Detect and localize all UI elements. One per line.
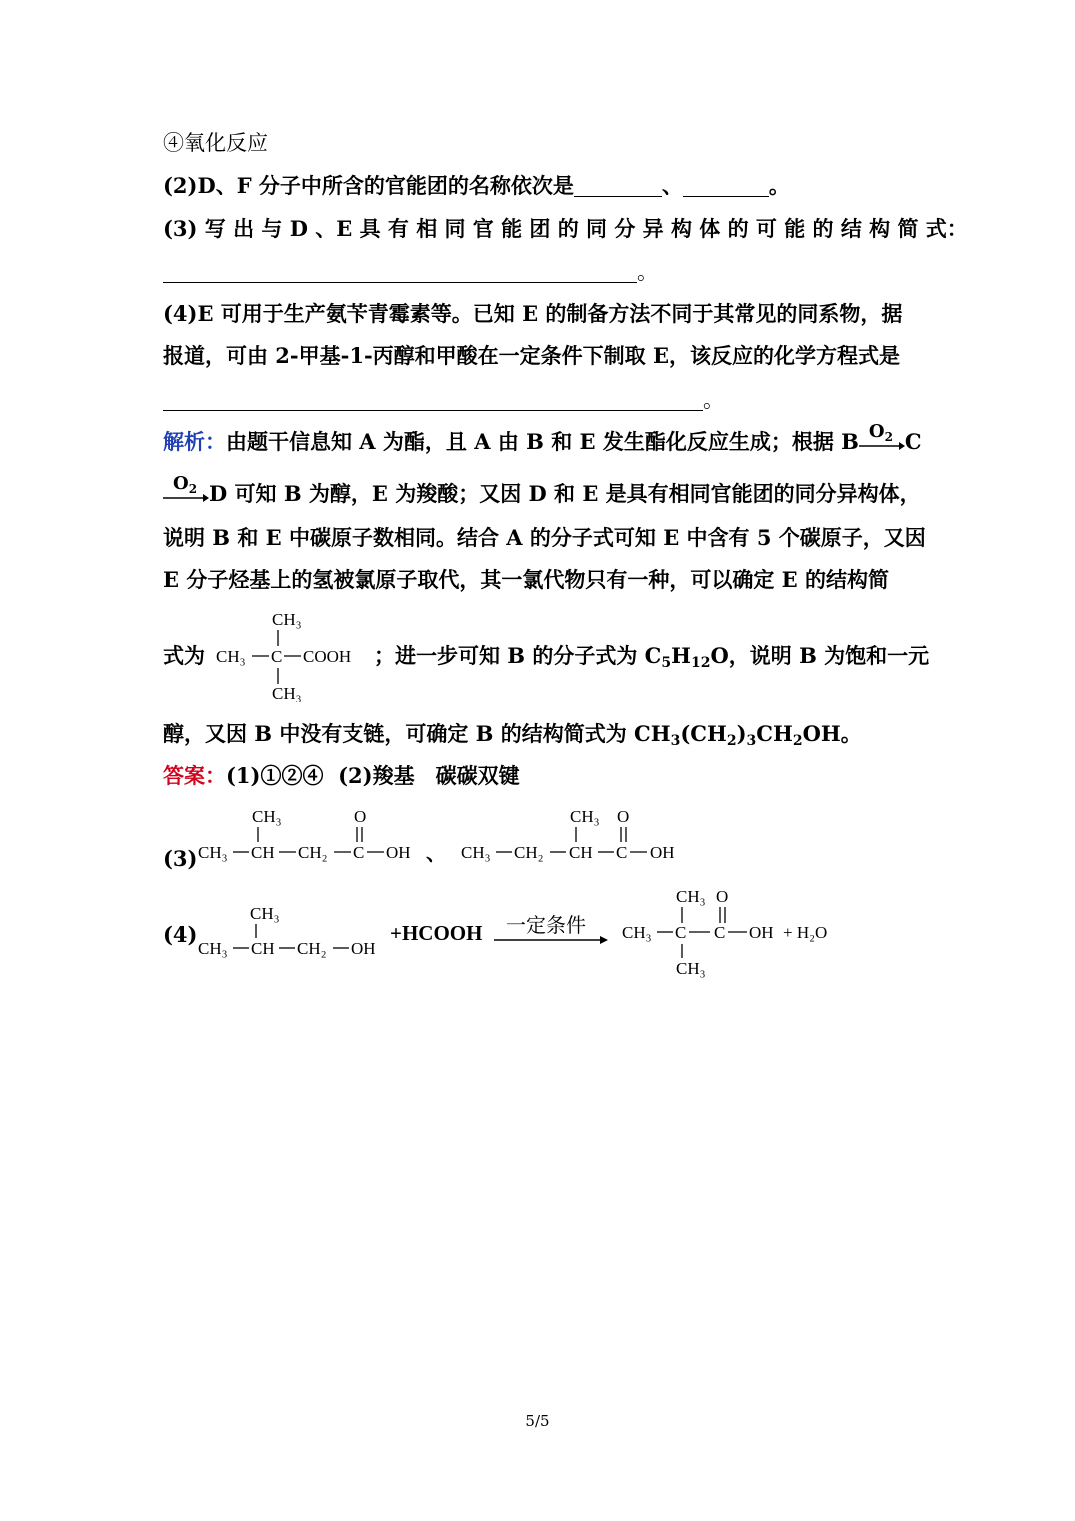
structure-e-analysis	[214, 606, 374, 702]
answer-blank-3[interactable]	[163, 262, 637, 283]
svg-text:CH: CH	[251, 939, 275, 958]
svg-text:CH₃: CH₃	[570, 807, 600, 826]
question-4-line2: 报道，可由 2-甲基-1-丙醇和甲酸在一定条件下制取 E，该反应的化学方程式是	[163, 343, 900, 368]
q1-tail: ④氧化反应	[163, 131, 268, 155]
answer-3-structures	[196, 802, 696, 868]
svg-text:CH: CH	[251, 843, 275, 862]
answer-blank-4[interactable]	[163, 390, 703, 411]
answer-line-1: 答案：(1)①②④ (2)羧基 碳碳双键	[163, 763, 520, 788]
svg-text:CH₃: CH₃	[272, 684, 302, 702]
analysis-line-1: 解析：由题干信息知 A 为酯，且 A 由 B 和 E 发生酯化反应生成；根据 B $O_2$ C	[163, 421, 922, 454]
svg-text:OH: OH	[650, 843, 675, 862]
answer-blank-1[interactable]	[574, 176, 662, 197]
svg-text:CH₂: CH₂	[298, 843, 328, 862]
question-3-answer-line: 。	[163, 258, 658, 286]
svg-text:CH₃: CH₃	[272, 610, 302, 629]
question-4-answer-line: 。	[163, 386, 724, 414]
svg-text:、: 、	[426, 843, 446, 865]
svg-text:O: O	[716, 887, 729, 906]
svg-text:COOH: COOH	[303, 647, 352, 666]
svg-text:CH₃: CH₃	[216, 647, 246, 666]
svg-text:CH₂: CH₂	[297, 939, 327, 958]
svg-text:+ H₂O: + H₂O	[783, 923, 828, 942]
svg-text:+HCOOH: +HCOOH	[390, 921, 483, 945]
svg-text:CH₂: CH₂	[514, 843, 544, 862]
svg-text:CH₃: CH₃	[461, 843, 491, 862]
answer-4-label: (4)	[163, 922, 198, 947]
svg-text:CH: CH	[569, 843, 593, 862]
svg-text:O: O	[354, 807, 367, 826]
svg-text:CH₃: CH₃	[622, 923, 652, 942]
svg-text:CH₃: CH₃	[676, 887, 706, 906]
question-3: (3) 写 出 与 D 、E 具 有 相 同 官 能 团 的 同 分 异 构 体 的 可 能 的 结 构 简 式：	[163, 216, 968, 241]
svg-text:C: C	[616, 843, 628, 862]
analysis-line-3: 说明 B 和 E 中碳原子数相同。结合 A 的分子式可知 E 中含有 5 个碳原子，又因	[163, 525, 926, 550]
analysis-line-2: $O_2$ D 可知 B 为醇，E 为羧酸；又因 D 和 E 是具有相同官能团的同分异构体，	[163, 480, 921, 508]
svg-text:CH₃: CH₃	[198, 843, 228, 862]
svg-text:CH₃: CH₃	[250, 904, 280, 923]
answer-label: 答案：	[163, 763, 226, 788]
svg-text:一定条件: 一定条件	[506, 915, 586, 937]
svg-text:OH: OH	[749, 923, 774, 942]
svg-text:OH: OH	[386, 843, 411, 862]
svg-text:C: C	[353, 843, 365, 862]
svg-text:OH: OH	[351, 939, 376, 958]
answer-4-equation	[196, 878, 856, 978]
answer-blank-2[interactable]	[683, 176, 769, 197]
answer-3-label: (3)	[163, 846, 198, 871]
page-number: 5/5	[525, 1412, 550, 1430]
question-2: (2)D、F 分子中所含的官能团的名称依次是 、 。	[163, 173, 790, 198]
reaction-arrow-o2-1: $O_2$	[859, 428, 905, 456]
svg-text:CH₃: CH₃	[676, 959, 706, 978]
question-4-line1: (4)E 可用于生产氨苄青霉素等。已知 E 的制备方法不同于其常见的同系物，据	[163, 301, 903, 326]
analysis-line-4: E 分子烃基上的氢被氯原子取代，其一氯代物只有一种，可以确定 E 的结构简	[163, 567, 889, 592]
svg-text:C: C	[675, 923, 687, 942]
svg-text:O: O	[617, 807, 630, 826]
analysis-line-5: 式为	[163, 643, 205, 668]
analysis-label: 解析：	[163, 429, 226, 454]
svg-text:CH₃: CH₃	[252, 807, 282, 826]
svg-text:C: C	[714, 923, 726, 942]
svg-text:C: C	[271, 647, 283, 666]
reaction-arrow-o2-2: $O_2$	[163, 480, 209, 508]
svg-text:CH₃: CH₃	[198, 939, 228, 958]
analysis-line-5b: ；进一步可知 B 的分子式为 $C_5H_{12}O$，说明 B 为饱和一元	[374, 643, 930, 671]
analysis-line-6: 醇，又因 B 中没有支链，可确定 B 的结构简式为 $CH_3(CH_2)_3CH_2OH$。	[163, 721, 862, 749]
